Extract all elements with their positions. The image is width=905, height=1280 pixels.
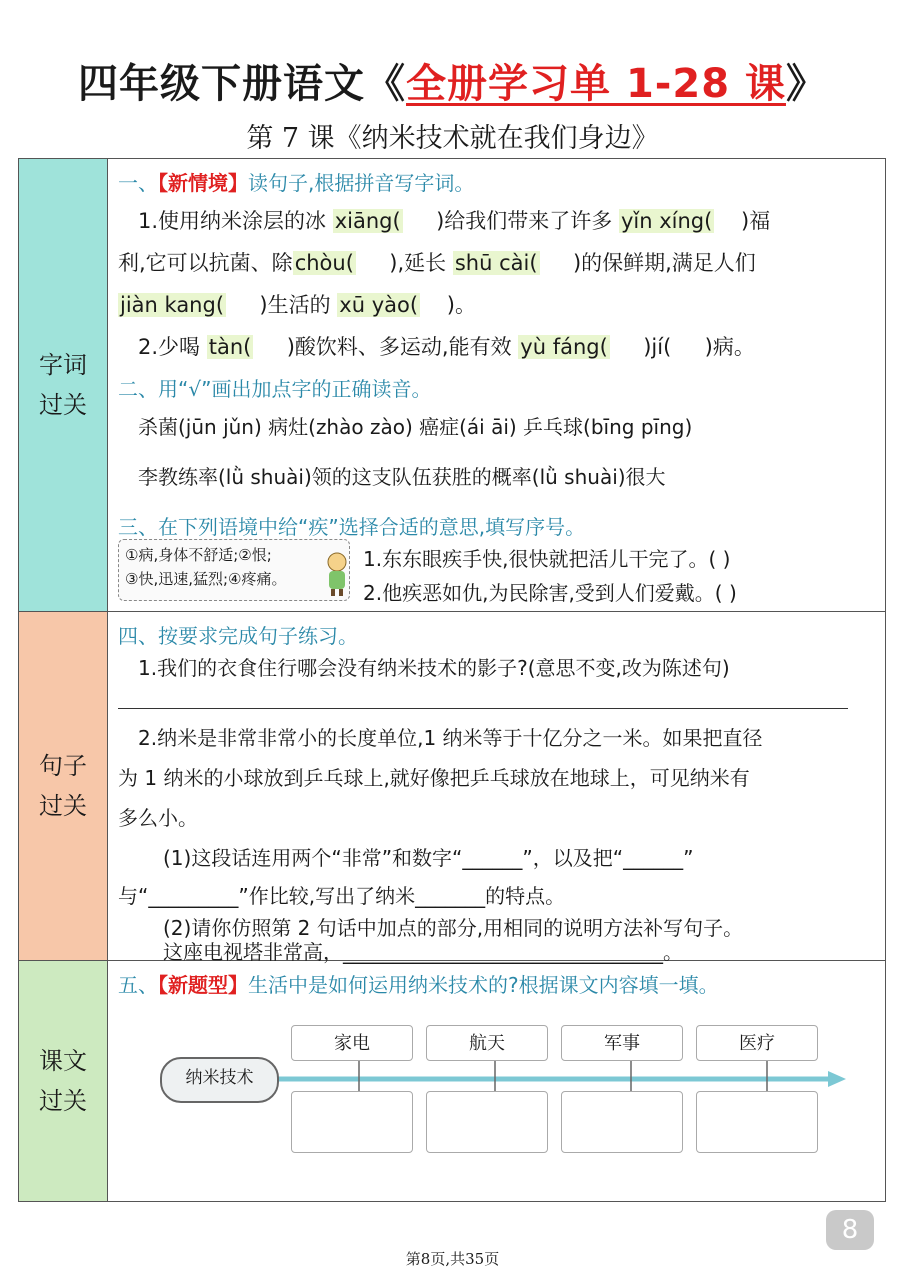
section4-q2-line3: 多么小。 xyxy=(118,806,198,830)
answer-box-appliances[interactable] xyxy=(291,1091,413,1153)
section5-heading: 五、【新题型】生活中是如何运用纳米技术的?根据课文内容填一填。 xyxy=(118,973,719,997)
section-text xyxy=(108,961,886,1202)
category-label-2: 课文 过关 xyxy=(39,1047,87,1115)
options-line2: ③快,迅速,猛烈;④疼痛。 xyxy=(125,570,287,588)
sub1-line2: 与“_________”作比较,写出了纳米_______的特点。 xyxy=(118,884,566,908)
section4-q2-line1: 2.纳米是非常非常小的长度单位,1 纳米等于十亿分之一米。如果把直径 xyxy=(138,726,763,750)
section4-q2-line2: 为 1 纳米的小球放到乒乓球上,就好像把乒乓球放在地球上，可见纳米有 xyxy=(118,766,750,790)
head-aerospace: 航天 xyxy=(426,1025,548,1061)
worksheet-table xyxy=(18,158,886,1202)
section1-heading: 一、【新情境】读句子,根据拼音写字词。 xyxy=(118,171,475,195)
answer-box-medical[interactable] xyxy=(696,1091,818,1153)
meaning-options-box xyxy=(118,539,350,601)
options-line1: ①病,身体不舒适;②恨; xyxy=(125,546,272,564)
page-number-badge: 8 xyxy=(826,1210,874,1250)
pronunciation-row1: 杀菌(jūn jǔn) 病灶(zhào zào) 癌症(ái āi) 乒乓球(bīng pīng) xyxy=(138,415,693,439)
lesson-title: 第 7 课《纳米技术就在我们身边》 xyxy=(246,123,659,154)
head-appliances: 家电 xyxy=(291,1025,413,1061)
q1-line3: jiàn kang( )生活的 xū yào( )。 xyxy=(120,293,476,317)
nano-tech-label: 纳米技术 xyxy=(160,1057,279,1103)
category-text xyxy=(19,961,108,1202)
sub2-line: (2)请你仿照第 2 句话中加点的部分,用相同的说明方法补写句子。 xyxy=(163,916,744,940)
page-footer: 第8页,共35页 xyxy=(405,1250,500,1268)
category-words xyxy=(19,159,108,612)
head-military: 军事 xyxy=(561,1025,683,1061)
sub1-line1: (1)这段话连用两个“非常”和数字“______”，以及把“______” xyxy=(163,846,694,870)
sub2-fill: 这座电视塔非常高，________________________________。 xyxy=(163,940,683,964)
q1-line1: 1.使用纳米涂层的冰 xiāng( )给我们带来了许多 yǐn xíng( )福 xyxy=(138,209,771,233)
section2-heading: 二、用“√”画出加点字的正确读音。 xyxy=(118,377,432,401)
section4-heading: 四、按要求完成句子练习。 xyxy=(118,624,358,648)
section3-heading: 三、在下列语境中给“疾”选择合适的意思,填写序号。 xyxy=(118,515,586,539)
section3-q1: 1.东东眼疾手快,很快就把活儿干完了。( ) xyxy=(363,547,731,571)
q2-line: 2.少喝 tàn( )酸饮料、多运动,能有效 yù fáng( )jí( )病。 xyxy=(138,335,755,359)
answer-box-aerospace[interactable] xyxy=(426,1091,548,1153)
answer-line[interactable] xyxy=(118,708,848,709)
child-illustration xyxy=(322,551,352,597)
category-sentences xyxy=(19,612,108,961)
page-title: 四年级下册语文《全册学习单 1-28 课》 xyxy=(78,61,827,107)
category-label-1: 句子 过关 xyxy=(39,752,87,820)
category-label-0: 字词 过关 xyxy=(39,351,87,419)
q1-line2: 利,它可以抗菌、除chòu( ),延长 shū cài( )的保鲜期,满足人们 xyxy=(118,251,756,275)
section-sentences xyxy=(108,612,886,964)
section4-q1: 1.我们的衣食住行哪会没有纳米技术的影子?(意思不变,改为陈述句) xyxy=(138,656,730,680)
pronunciation-row2: 李教练率(lǜ shuài)领的这支队伍获胜的概率(lǜ shuài)很大 xyxy=(138,465,666,489)
section3-q2: 2.他疾恶如仇,为民除害,受到人们爱戴。( ) xyxy=(363,581,737,605)
section-words xyxy=(108,159,886,612)
head-medical: 医疗 xyxy=(696,1025,818,1061)
answer-box-military[interactable] xyxy=(561,1091,683,1153)
